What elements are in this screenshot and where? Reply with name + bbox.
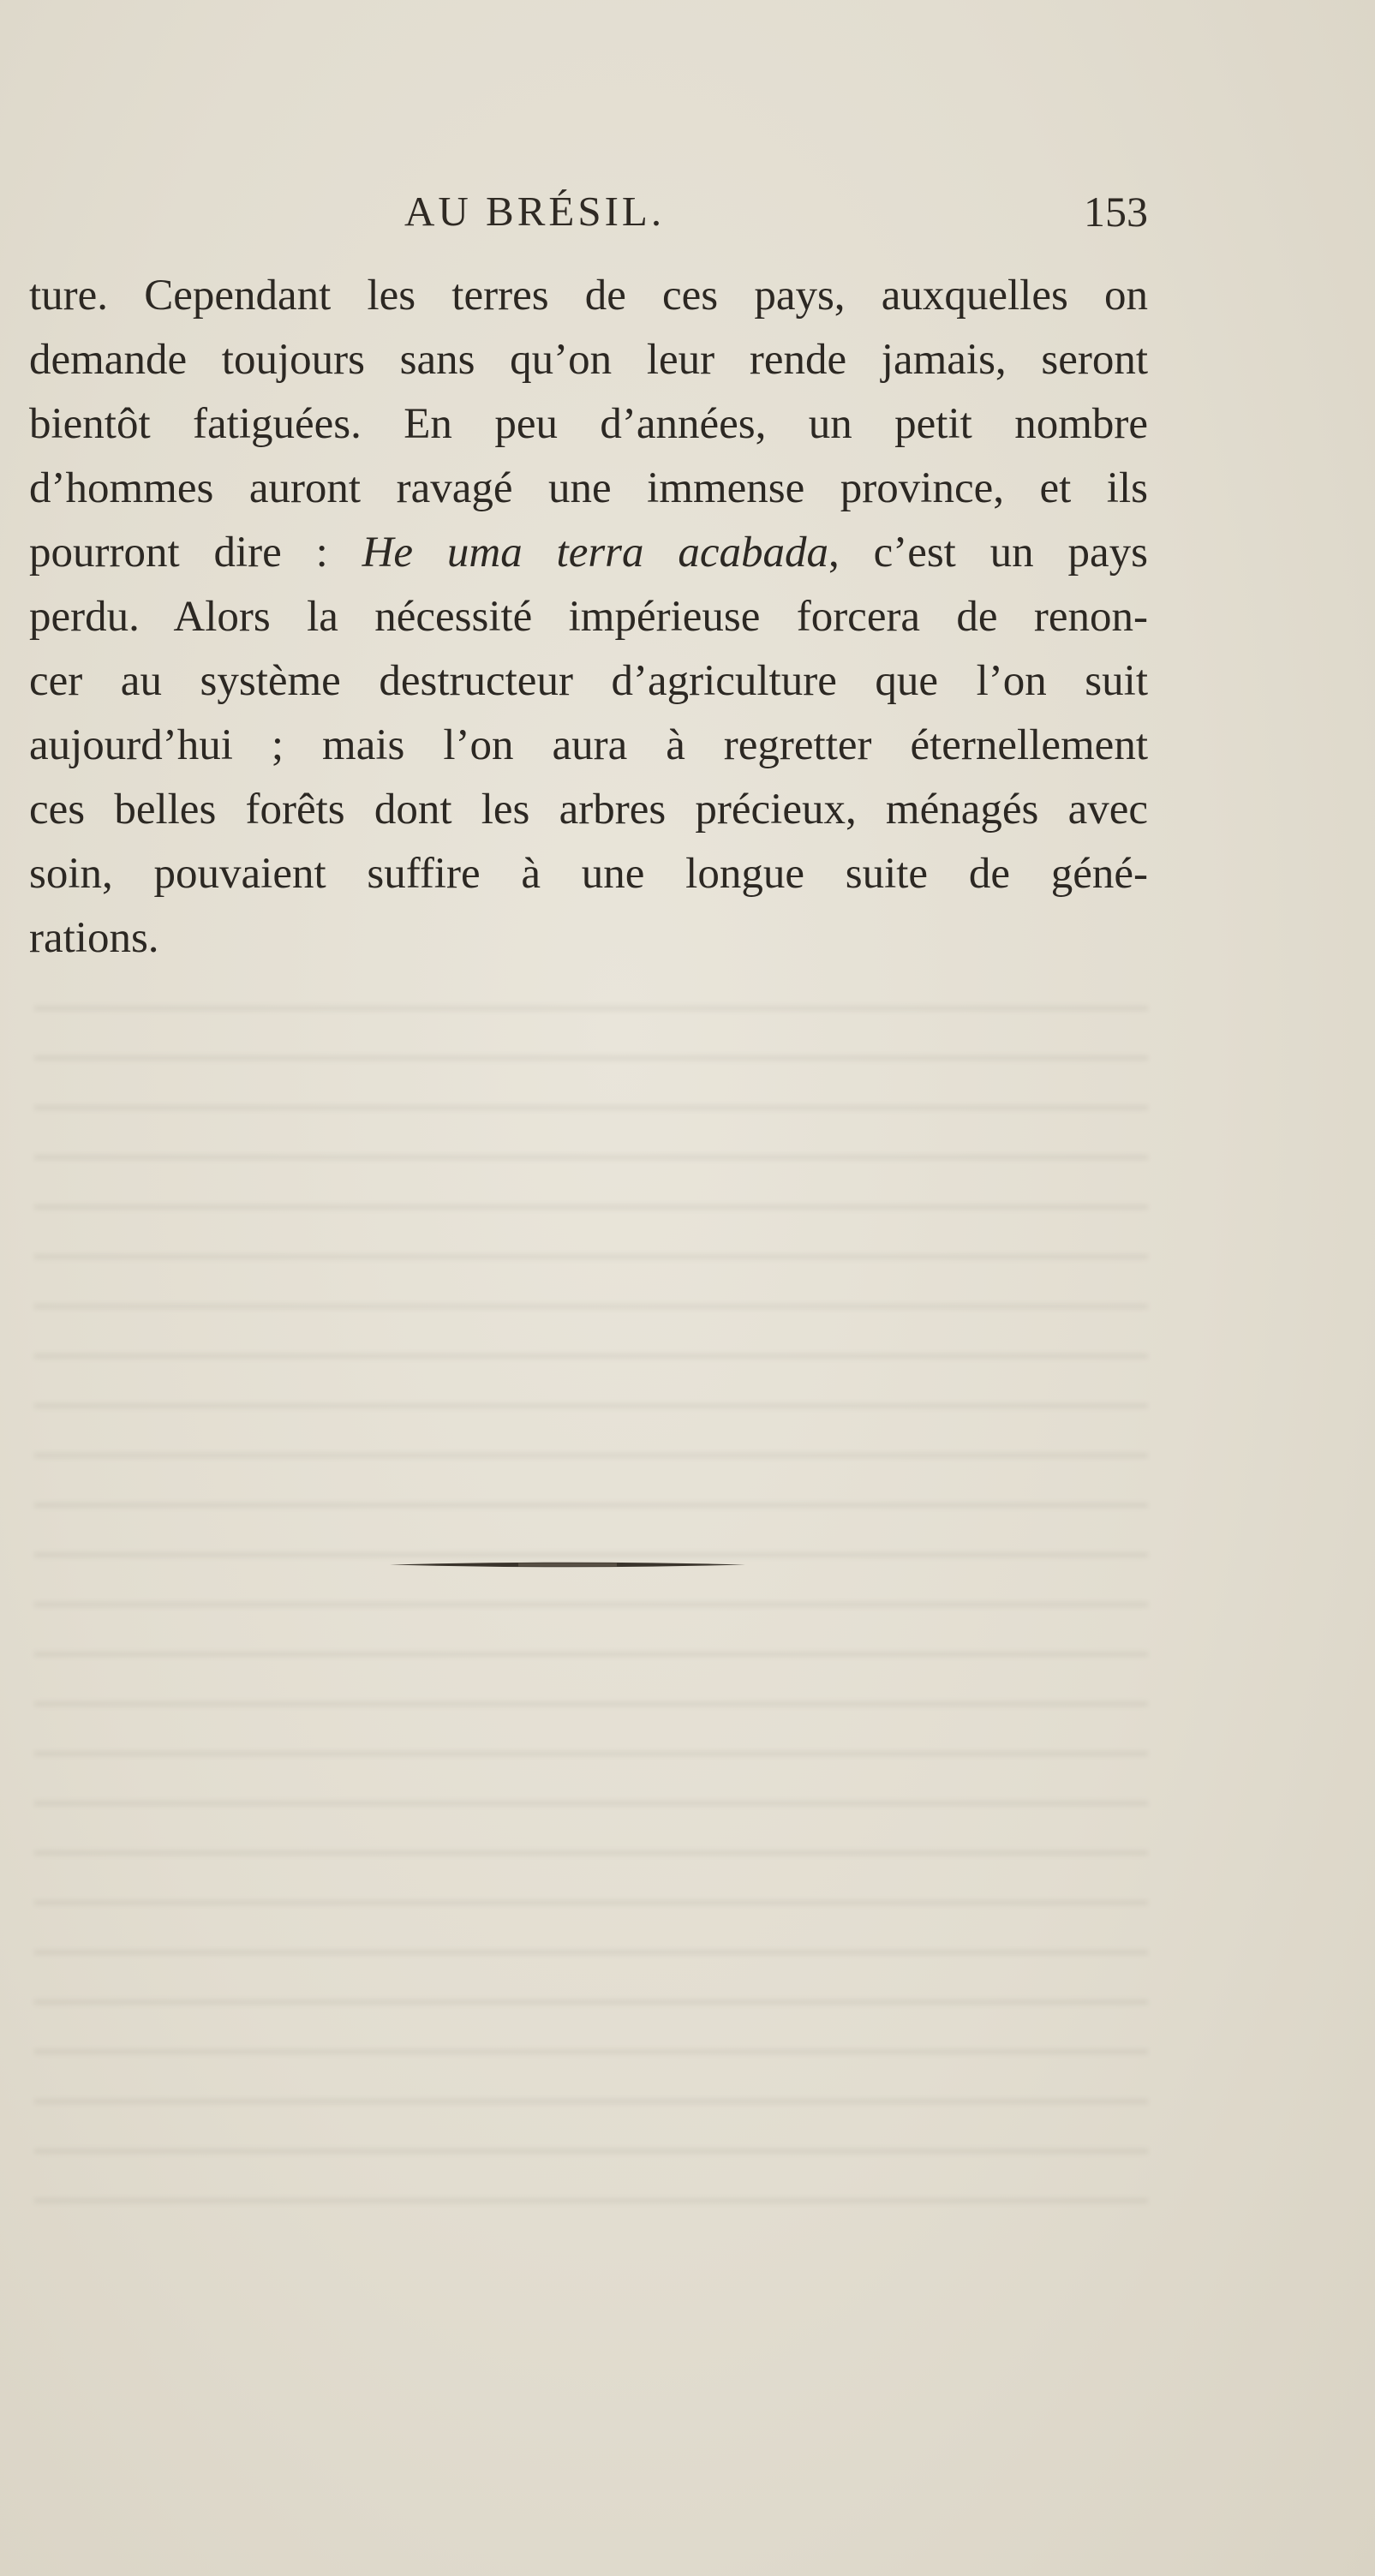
text-line: rations. (29, 914, 159, 962)
page-number: 153 (1084, 188, 1148, 236)
text-line: ture. Cependant les terres de ces pays, auxquelles on (29, 272, 1148, 320)
text-line: bientôt fatiguées. En peu d’années, un petit nombre (29, 400, 1148, 448)
text-line: aujourd’hui ; mais l’on aura à regretter éternellement (29, 721, 1148, 769)
text-line: ces belles forêts dont les arbres précieux, ménagés avec (29, 786, 1148, 834)
text-line: demande toujours sans qu’on leur rende jamais, seront (29, 336, 1148, 384)
running-head (34, 187, 1148, 247)
text-line: perdu. Alors la nécessité impérieuse forcera de renon- (29, 593, 1148, 641)
text-line: soin, pouvaient suffire à une longue suite de géné- (29, 850, 1148, 898)
text-segment: , c’est un pays (828, 529, 1148, 577)
italic-quotation: He uma terra acabada (362, 529, 828, 577)
running-head-title: AU BRÉSIL. (404, 188, 666, 235)
text-segment: pourront dire : (29, 529, 328, 577)
text-line: d’hommes auront ravagé une immense province, et ils (29, 464, 1148, 512)
reverse-page-show-through (34, 977, 1148, 2244)
text-line: cer au système destructeur d’agriculture que l’on suit (29, 657, 1148, 705)
text-line-with-quotation (29, 521, 1148, 585)
body-text (29, 264, 1148, 971)
ornamental-rule (390, 1561, 745, 1569)
